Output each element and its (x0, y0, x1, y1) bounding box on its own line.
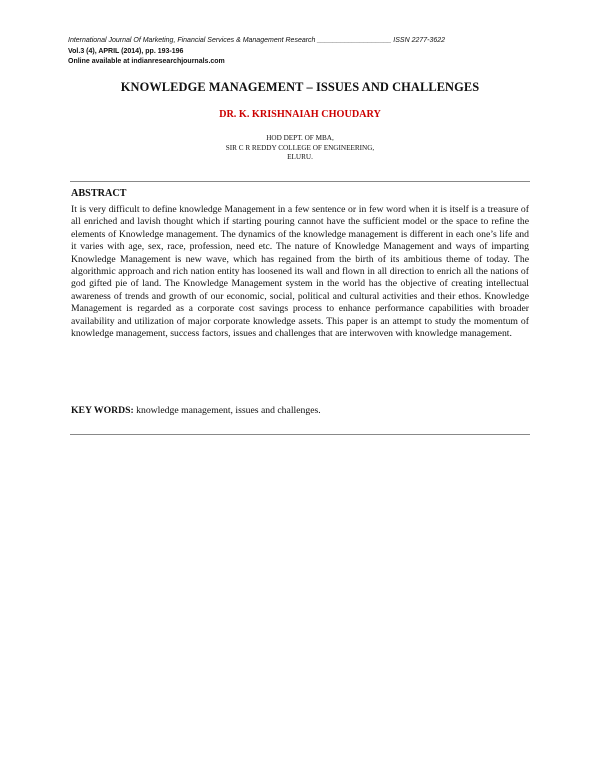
paper-title: KNOWLEDGE MANAGEMENT – ISSUES AND CHALLENGES (120, 80, 480, 94)
journal-volume: Vol.3 (4), APRIL (2014), pp. 193-196 (68, 47, 184, 55)
affiliation-line: SIR C R REDDY COLLEGE OF ENGINEERING, (225, 143, 375, 152)
keywords-label: KEY WORDS: (71, 405, 134, 416)
journal-header (68, 36, 538, 68)
journal-citation: International Journal Of Marketing, Financial Services & Management Research ___________________ ISSN 2277-3622 (68, 37, 446, 44)
journal-online: Online available at indianresearchjournals.com (68, 58, 225, 65)
keywords (71, 405, 529, 417)
abstract-text: It is very difficult to define knowledge Management in a few sentence or in few word when it is itself is a treasure of all enriched and lavish thought which if starting pouring cannot have the sufficient model or the space to refine the elements of Knowledge management. The dynamics of the knowledge management is different in each one’s life and it varies with age, sex, race, profession, need etc. The nature of Knowledge Management and ways of imparting Knowledge Management is new wave, which has regained from the birth of its ambitious theme of today. The algorithmic approach and rich nation entity has loosened its wall and flown in all direction to enrich all the nations of god gifted pie of land. The Knowledge Management system in the world has the objective of creating intellectual awareness of trends and growth of our economic, social, political and cultural activities and their ethos. Knowledge Management is regarded as a corporate cost savings process to enhance performance capabilities with broader availability and utilization of major corporate knowledge assets. This paper is an attempt to study the momentum of knowledge management, success factors, issues and challenges that are interwoven with knowledge management. (71, 204, 529, 340)
keywords-text: knowledge management, issues and challenges. (133, 405, 321, 416)
abstract-heading: ABSTRACT (71, 188, 127, 199)
author-name: DR. K. KRISHNAIAH CHOUDARY (219, 109, 381, 120)
author-affiliation (60, 134, 540, 163)
bottom-divider (70, 434, 530, 435)
top-divider (70, 181, 530, 182)
affiliation-line: HOD DEPT. OF MBA, (266, 134, 334, 142)
affiliation-line: ELURU. (287, 153, 313, 162)
